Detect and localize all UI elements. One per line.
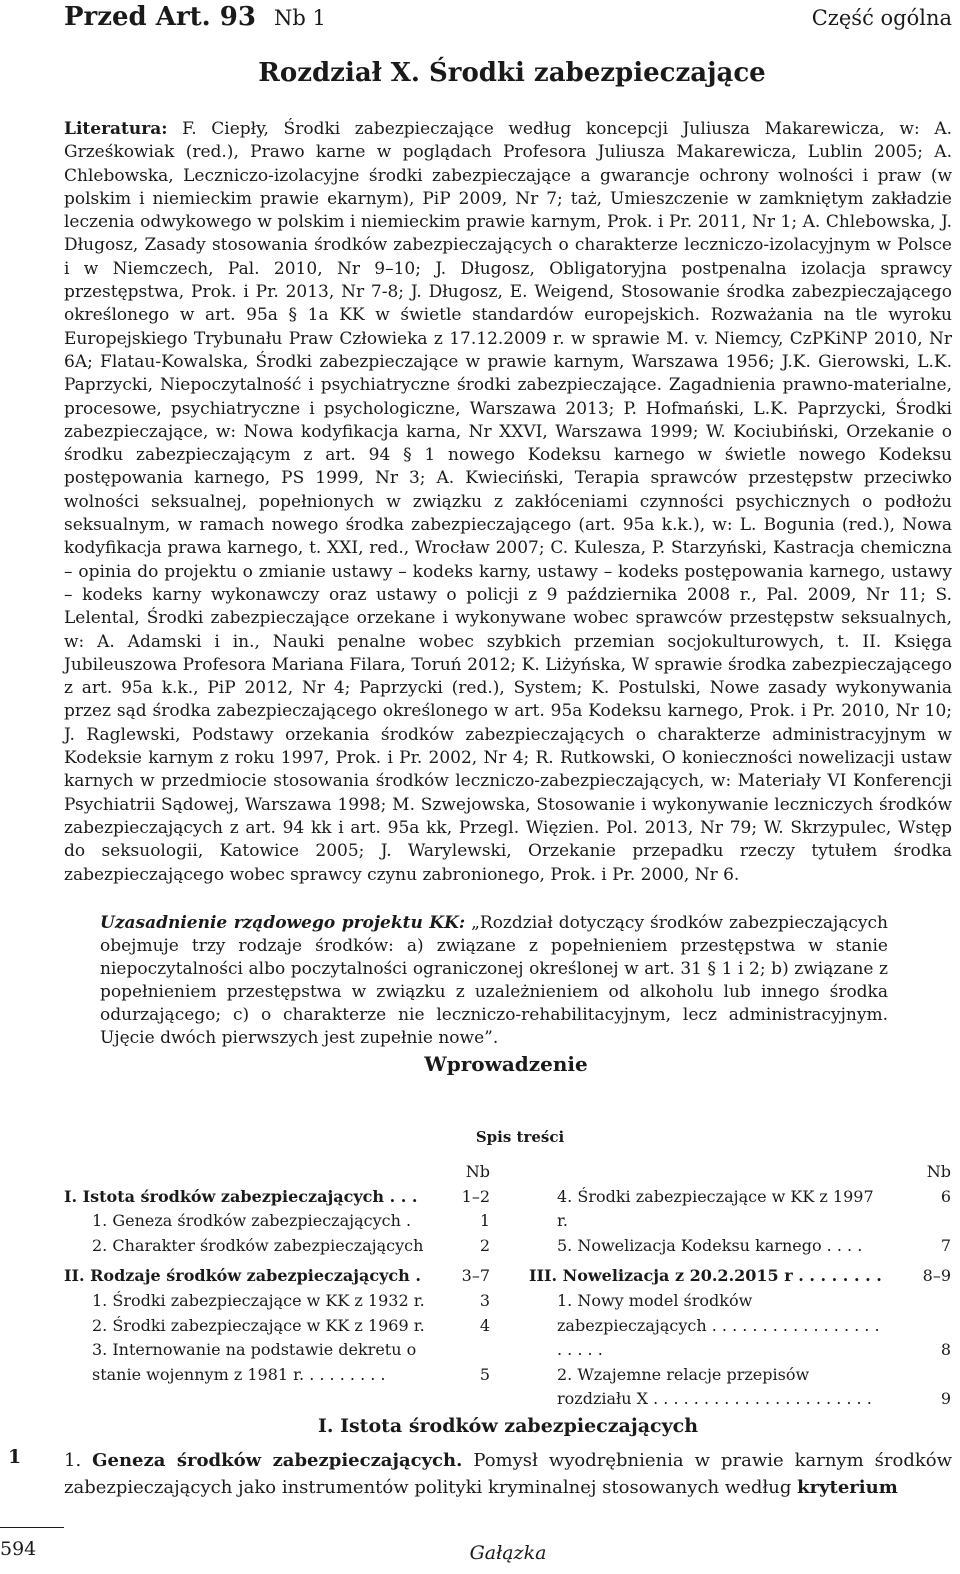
toc-entry-text: 1. Geneza środków zabezpieczających . bbox=[92, 1211, 412, 1231]
toc-entry[interactable] bbox=[64, 1264, 490, 1289]
paragraph-lead: 1. bbox=[64, 1450, 93, 1471]
toc-entry[interactable] bbox=[64, 1209, 490, 1234]
toc-entry-text: 2. Środki zabezpieczające w KK z 1969 r. bbox=[92, 1315, 425, 1335]
toc-entry[interactable] bbox=[64, 1234, 490, 1259]
paragraph-text: Pomysł wyodrębnienia w prawie karnym środków zabezpieczających jako instrumentów polityki kryminalnej stosowanych według bbox=[64, 1450, 952, 1498]
toc-entry[interactable] bbox=[64, 1185, 490, 1210]
toc-entry-nb: 4 bbox=[479, 1315, 490, 1335]
toc-entry-text: 5. Nowelizacja Kodeksu karnego . . . . bbox=[557, 1235, 863, 1255]
chapter-title: Rozdział X. Środki zabezpieczające bbox=[258, 58, 766, 88]
toc-entry-text: 2. Charakter środków zabezpieczających bbox=[92, 1235, 424, 1255]
toc-entry-nb: 2 bbox=[479, 1235, 490, 1255]
toc-entry[interactable] bbox=[529, 1234, 951, 1259]
body-paragraph bbox=[64, 1447, 952, 1501]
toc-entry-text: 1. Środki zabezpieczające w KK z 1932 r. bbox=[92, 1290, 425, 1310]
toc-entry-nb: 8–9 bbox=[922, 1266, 951, 1286]
toc-entry[interactable] bbox=[64, 1338, 490, 1387]
toc-entry[interactable] bbox=[529, 1264, 951, 1289]
toc-entry-nb: 9 bbox=[940, 1389, 951, 1409]
literature-block bbox=[64, 118, 952, 887]
toc-entry-text: 4. Środki zabezpieczające w KK z 1997 r. bbox=[557, 1186, 874, 1231]
footer-author: Gałązka bbox=[469, 1542, 547, 1564]
toc-numeral: I. bbox=[64, 1186, 78, 1206]
justification-label: Uzasadnienie rządowego projektu KK: bbox=[100, 913, 466, 933]
toc-entry-nb: 8 bbox=[940, 1340, 951, 1360]
toc-nb-header: Nb bbox=[465, 1162, 490, 1181]
toc-entry-text: Rodzaje środków zabezpieczających . bbox=[90, 1266, 421, 1286]
toc-entry-nb: 6 bbox=[940, 1186, 951, 1206]
justification-text: „Rozdział dotyczący środków zabezpieczających obejmuje trzy rodzaje środków: a) związane z popełnieniem przestępstwa w stanie niepoczytalności albo poczytalności ograniczonej określonej w art. 31 § 1 i 2; b) związane z popełnieniem przestępstwa w związku z uzależnieniem od alkoholu lub innego środka odurzającego; c) o charakterze nie leczniczo-rehabilitacyjnym, lecz administracyjnym. Ujęcie dwóch pierwszych jest zupełnie nowe”. bbox=[100, 913, 889, 1048]
toc-entry[interactable] bbox=[529, 1363, 951, 1412]
toc-nb-header: Nb bbox=[926, 1162, 951, 1181]
toc-entry-text: 2. Wzajemne relacje przepisów rozdziału X . . . . . . . . . . . . . . . . . . . . . . bbox=[557, 1364, 872, 1409]
literature-text: F. Ciepły, Środki zabezpieczające według koncepcji Juliusza Makarewicza, w: A. Grześkowiak (red.), Prawo karne w poglądach Profesora Juliusza Makarewicza, Lublin 2005; A. Chlebowska, Leczniczo-izolacyjne środki zabezpieczające a gwarancje ochrony wolności i praw (w polskim i niemieckim prawie ekarnym), PiP 2009, Nr 7; taż, Umieszczenie w zamkniętym zakładzie leczenia odwykowego w polskim i niemieckim prawie karnym, Prok. i Pr. 2011, Nr 1; A. Chlebowska, J. Długosz, Zasady stosowania środków zabezpieczających o charakterze leczniczo-izolacyjnym w Polsce i w Niemczech, Pal. 2010, Nr 9–10; J. Długosz, Obligatoryjna postpenalna izolacja sprawcy przestępstwa, Prok. i Pr. 2013, Nr 7-8; J. Długosz, E. Weigend, Stosowanie środka zabezpieczającego określonego w art. 95a § 1a KK w świetle standardów europejskich. Rozważania na tle wyroku Europejskiego Trybunału Praw Człowieka z 17.12.2009 r. w sprawie M. v. Niemcy, CzPKiNP 2010, Nr 6A; Flatau-Kowalska, Środki zabezpieczające w prawie karnym, Warszawa 1956; J.K. Gierowski, L.K. Paprzycki, Niepoczytalność i psychiatryczne środki zabezpieczające. Zagadnienia prawno-materialne, procesowe, psychiatryczne i psychologiczne, Warszawa 2013; P. Hofmański, L.K. Paprzycki, Środki zabezpieczające, w: Nowa kodyfikacja karna, Nr XXVI, Warszawa 1999; W. Kociubiński, Orzekanie o środku zabezpieczającym z art. 94 § 1 nowego Kodeksu karnego w świetle nowego Kodeksu postępowania karnego, PS 1999, Nr 3; A. Kwieciński, Terapia sprawców przestępstw przeciwko wolności seksualnej, popełnionych w związku z zakłóceniami czynności psychicznych o podłożu seksualnym, w ramach nowego środka zabezpieczającego (art. 95a k.k.), w: L. Bogunia (red.), Nowa kodyfikacja prawa karnego, t. XXI, red., Wrocław 2007; C. Kulesza, P. Starzyński, Kastracja chemiczna – opinia do projektu o zmianie ustawy – kodeks karny, ustawy – kodeks postępowania karnego, ustawy – kodeks karny wykonawczy oraz ustawy o policji z 9 października 2008 r., Pal. 2009, Nr 11; S. Lelental, Środki zabezpieczające orzekane i wykonywane wobec sprawców przestępstw seksualnych, w: A. Adamski i in., Nauki penalne wobec szybkich przemian socjokulturowych, t. II. Księga Jubileuszowa Profesora Mariana Filara, Toruń 2012; K. Liżyńska, W sprawie środka zabezpieczającego z art. 95a k.k., PiP 2012, Nr 4; Paprzycki (red.), System; K. Postulski, Nowe zasady wykonywania przez sąd środka zabezpieczającego określonego w art. 95a Kodeksu karnego, Prok. i Pr. 2010, Nr 10; J. Raglewski, Podstawy orzekania środków zabezpieczających o charakterze administracyjnym w Kodeksie karnym z roku 1997, Prok. i Pr. 2002, Nr 4; R. Rutkowski, O konieczności nowelizacji ustaw karnych w przedmiocie stosowania środków leczniczo-zabezpieczających, w: Materiały VI Konferencji Psychiatrii Sądowej, Warszawa 1998; M. Szwejowska, Stosowanie i wykonywanie leczniczych środków zabezpieczających z art. 94 kk i art. 95a kk, Przegl. Więzien. Pol. 2013, Nr 79; W. Skrzypulec, Wstęp do seksuologii, Katowice 2005; J. Warylewski, Orzekanie przepadku rzeczy tytułem środka zabezpieczającego wobec sprawcy czynu zabronionego, Prok. i Pr. 2000, Nr 6. bbox=[64, 119, 952, 885]
justification-block bbox=[100, 912, 888, 1050]
header-section bbox=[64, 2, 326, 32]
toc-entry[interactable] bbox=[529, 1289, 951, 1363]
toc-entry-text: Istota środków zabezpieczających . . . bbox=[82, 1186, 418, 1206]
toc-entry-text: 1. Nowy model środków zabezpieczających . . . . . . . . . . . . . . . . . . . . . . bbox=[557, 1290, 880, 1360]
header-section-label: Przed Art. 93 bbox=[64, 2, 256, 32]
toc-entry-nb: 1 bbox=[479, 1211, 490, 1231]
header-part: Część ogólna bbox=[811, 6, 952, 30]
toc-entry-nb: 7 bbox=[940, 1235, 951, 1255]
literature-label: Literatura: bbox=[64, 119, 168, 139]
header-nb: Nb 1 bbox=[273, 6, 326, 30]
toc-entry-nb: 5 bbox=[479, 1364, 490, 1384]
margin-number: 1 bbox=[8, 1446, 22, 1468]
toc-entry[interactable] bbox=[64, 1314, 490, 1339]
running-header bbox=[64, 2, 952, 36]
toc-entry-nb: 3–7 bbox=[461, 1266, 490, 1286]
toc-header-row bbox=[529, 1160, 951, 1185]
section-heading: I. Istota środków zabezpieczających bbox=[317, 1415, 699, 1437]
toc-title: Spis treści bbox=[475, 1128, 565, 1146]
toc-numeral: III. bbox=[529, 1266, 558, 1286]
paragraph-emphasis: kryterium bbox=[797, 1477, 898, 1498]
paragraph-subheading: Geneza środków zabezpieczających. bbox=[92, 1450, 463, 1471]
toc-entry-text: 3. Internowanie na podstawie dekretu o stanie wojennym z 1981 r. . . . . . . . . bbox=[92, 1340, 417, 1384]
toc-entry[interactable] bbox=[64, 1289, 490, 1314]
page-number: 594 bbox=[0, 1538, 37, 1560]
footer-rule bbox=[0, 1527, 64, 1528]
toc-right-column bbox=[529, 1160, 951, 1412]
toc-numeral: II. bbox=[64, 1266, 85, 1286]
toc-entry-text: Nowelizacja z 20.2.2015 r . . . . . . . . bbox=[562, 1266, 882, 1286]
toc-left-column bbox=[64, 1160, 490, 1387]
intro-heading: Wprowadzenie bbox=[424, 1052, 588, 1076]
toc-entry-nb: 1–2 bbox=[461, 1186, 490, 1206]
toc-entry[interactable] bbox=[529, 1185, 951, 1234]
toc-header-row bbox=[64, 1160, 490, 1185]
toc-entry-nb: 3 bbox=[479, 1290, 490, 1310]
